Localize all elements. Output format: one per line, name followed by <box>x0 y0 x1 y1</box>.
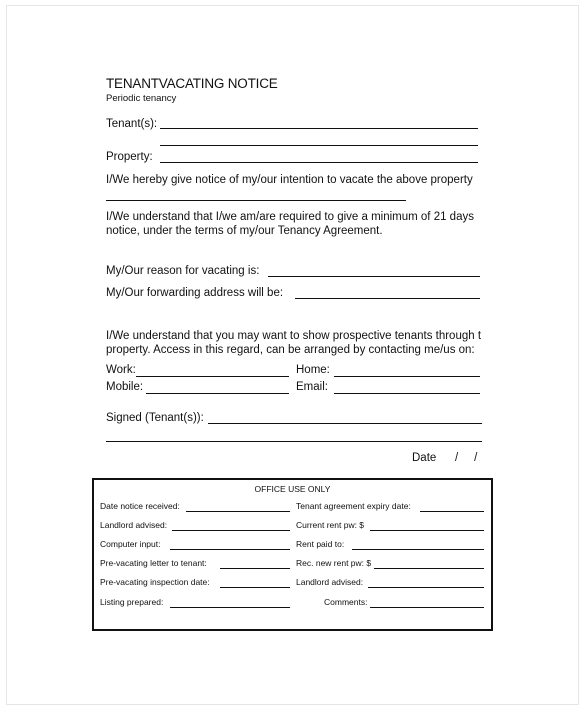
office-heading: OFFICE USE ONLY <box>254 484 331 494</box>
home-label: Home: <box>296 364 330 376</box>
access-statement-line-1: I/We understand that you may want to show prospective tenants through t <box>106 330 482 342</box>
mobile-field-line[interactable] <box>146 393 289 394</box>
mobile-label: Mobile: <box>106 381 144 393</box>
rent-paid-to-line[interactable] <box>352 549 484 550</box>
reason-label: My/Our reason for vacating is: <box>106 265 260 277</box>
notice-statement: I/We hereby give notice of my/our intention to vacate the above property <box>106 174 473 186</box>
work-label: Work: <box>106 364 136 376</box>
minimum-notice-line-2: notice, under the terms of my/our Tenancy Agreement. <box>106 225 383 237</box>
landlord-advised-line-1[interactable] <box>172 530 290 531</box>
listing-prepared-line[interactable] <box>170 607 290 608</box>
tenant-agreement-expiry-label: Tenant agreement expiry date: <box>296 501 411 511</box>
pre-vacating-letter-line[interactable] <box>220 568 290 569</box>
date-notice-received-line[interactable] <box>186 511 290 512</box>
document-subtitle: Periodic tenancy <box>106 93 177 104</box>
tenants-field-line-2[interactable] <box>160 145 478 146</box>
reason-field-line[interactable] <box>268 276 480 277</box>
office-use-box <box>92 478 493 631</box>
signature-field-line-1[interactable] <box>208 423 482 424</box>
rent-paid-to-label: Rent paid to: <box>296 539 345 549</box>
current-rent-label: Current rent pw: $ <box>296 520 365 530</box>
email-label: Email: <box>296 381 328 393</box>
tenants-field-line-1[interactable] <box>160 128 478 129</box>
pre-vacating-inspection-label: Pre-vacating inspection date: <box>100 577 210 587</box>
email-field-line[interactable] <box>334 393 480 394</box>
work-field-line[interactable] <box>136 376 289 377</box>
document-title: TENANTVACATING NOTICE <box>106 76 278 91</box>
listing-prepared-label: Listing prepared: <box>100 597 164 607</box>
computer-input-line[interactable] <box>170 549 290 550</box>
comments-label: Comments: <box>324 597 368 607</box>
home-field-line[interactable] <box>334 376 480 377</box>
computer-input-label: Computer input: <box>100 539 161 549</box>
forwarding-address-label: My/Our forwarding address will be: <box>106 287 284 299</box>
notice-field-line[interactable] <box>106 200 406 201</box>
comments-line[interactable] <box>370 607 484 608</box>
pre-vacating-letter-label: Pre-vacating letter to tenant: <box>100 558 207 568</box>
landlord-advised-label-2: Landlord advised: <box>296 577 364 587</box>
property-label: Property: <box>106 151 153 163</box>
signed-label: Signed (Tenant(s)): <box>106 412 204 424</box>
signature-field-line-2[interactable] <box>106 441 482 442</box>
rec-new-rent-label: Rec. new rent pw: $ <box>296 558 372 568</box>
landlord-advised-label-1: Landlord advised: <box>100 520 168 530</box>
access-statement-line-2: property. Access in this regard, can be arranged by contacting me/us on: <box>106 344 475 356</box>
rec-new-rent-line[interactable] <box>374 568 484 569</box>
pre-vacating-inspection-line[interactable] <box>220 587 290 588</box>
tenants-label: Tenant(s): <box>106 118 158 130</box>
date-label: Date <box>412 452 437 464</box>
forwarding-address-field-line[interactable] <box>295 298 480 299</box>
current-rent-line[interactable] <box>370 530 484 531</box>
minimum-notice-line-1: I/We understand that I/we am/are required to give a minimum of 21 days <box>106 211 474 223</box>
tenant-agreement-expiry-line[interactable] <box>420 511 484 512</box>
property-field-line[interactable] <box>160 162 478 163</box>
date-field[interactable]: / / <box>455 452 478 464</box>
landlord-advised-line-2[interactable] <box>368 587 484 588</box>
date-notice-received-label: Date notice received: <box>100 501 180 511</box>
